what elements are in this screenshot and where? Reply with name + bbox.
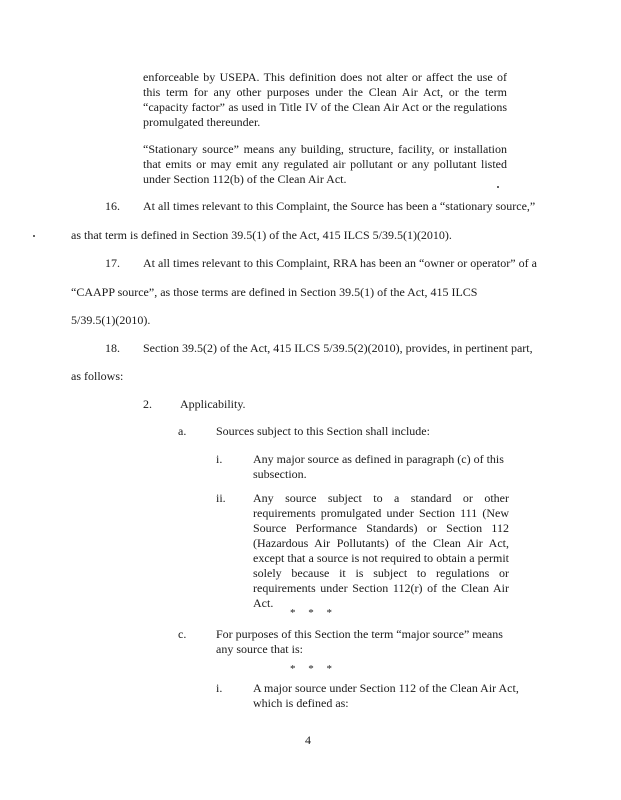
paragraph-16-number: 16. <box>105 199 120 213</box>
item-c-i-text: A major source under Section 112 of the Clean Air Act, which is defined as: <box>253 681 519 710</box>
paragraph-17-number: 17. <box>105 256 120 270</box>
item-a-i-text: Any major source as defined in paragraph (c) of this subsection. <box>253 452 504 481</box>
paragraph-17-line-3: 5/39.5(1)(2010). <box>71 313 151 327</box>
item-a-letter: a. <box>178 424 187 438</box>
quote-definition-continued: enforceable by USEPA. This definition does not alter or affect the use of this term for any other purposes under the Clean Air Act, or the term “capacity factor” as used in Title IV of the Clean Air Act or the regulations promulgated thereunder. <box>143 70 507 129</box>
item-a-ii-numeral: ii. <box>216 491 226 505</box>
paragraph-16-line-2: as that term is defined in Section 39.5(1) of the Act, 415 ILCS 5/39.5(1)(2010). <box>71 228 452 242</box>
paragraph-17-line-2: “CAAPP source”, as those terms are defined in Section 39.5(1) of the Act, 415 ILCS <box>71 285 478 299</box>
item-c-text: For purposes of this Section the term “major source” means any source that is: <box>216 627 503 656</box>
item-a-i-numeral: i. <box>216 452 223 466</box>
omission-asterisks: * * * <box>290 663 337 675</box>
item-a-text: Sources subject to this Section shall include: <box>216 424 430 438</box>
item-c-i-numeral: i. <box>216 681 223 695</box>
omission-asterisks: * * * <box>290 607 337 619</box>
paragraph-17-line-1: At all times relevant to this Complaint, RRA has been an “owner or operator” of a <box>143 256 537 270</box>
paragraph-18-number: 18. <box>105 341 120 355</box>
item-c-letter: c. <box>178 627 187 641</box>
page-number: 4 <box>305 733 311 747</box>
applicability-number: 2. <box>143 397 152 411</box>
applicability-heading: Applicability. <box>180 397 246 411</box>
quote-stationary-source-definition: “Stationary source” means any building, structure, facility, or installation that emits or may emit any regulated air pollutant or any pollutant listed under Section 112(b) of the Clean Air Act. <box>143 142 507 186</box>
paragraph-16-line-1: At all times relevant to this Complaint, the Source has been a “stationary source,” <box>143 199 536 213</box>
scan-speck <box>497 186 499 188</box>
paragraph-18-line-1: Section 39.5(2) of the Act, 415 ILCS 5/39.5(2)(2010), provides, in pertinent part, <box>143 341 533 355</box>
paragraph-18-line-2: as follows: <box>71 369 124 383</box>
item-a-ii-text: Any source subject to a standard or other requirements promulgated under Section 111 (New Source Performance Standards) or Section 112 (Hazardous Air Pollutants) of the Clean Air Act, except that a source is not required to obtain a permit solely because it is subject to regulations or requirements under Section 112(r) of the Clean Air Act. <box>253 491 509 610</box>
scan-speck <box>33 235 35 237</box>
